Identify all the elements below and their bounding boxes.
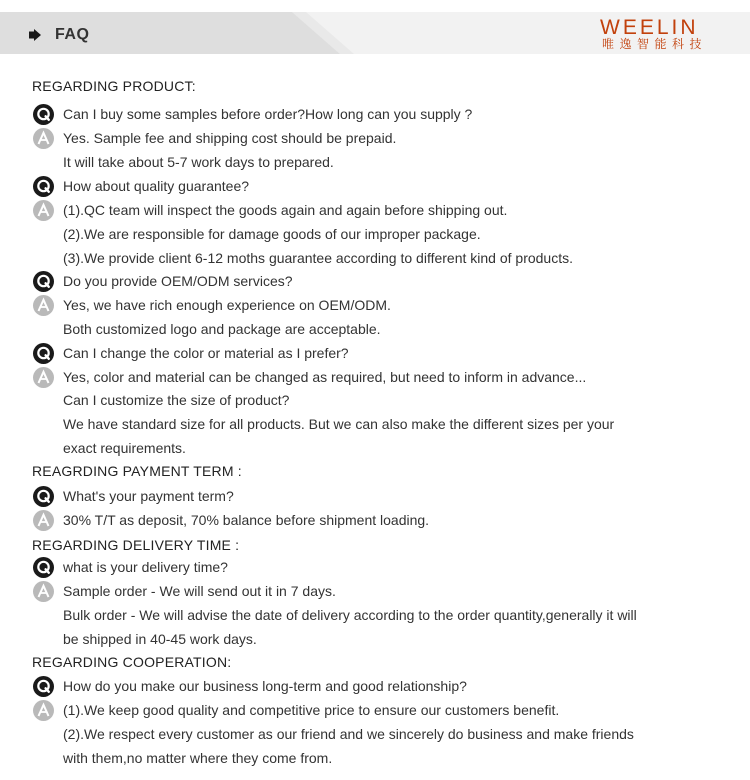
section-title: REAGRDING PAYMENT TERM : [32,463,242,479]
answer-icon [33,295,54,316]
question-text: How about quality guarantee? [63,178,250,194]
answer-text: (1).QC team will inspect the goods again and again before shipping out. [63,202,508,218]
answer-icon [33,367,54,388]
question-icon [33,104,54,125]
answer-icon [33,700,54,721]
question-icon [33,343,54,364]
answer-text: exact requirements. [63,440,186,456]
question-text: How do you make our business long-term and good relationship? [63,678,467,694]
page-header [0,0,750,62]
answer-text: Can I customize the size of product? [63,392,290,408]
answer-text: Bulk order - We will advise the date of delivery according to the order quantity,generally it will [63,607,637,623]
answer-icon [33,581,54,602]
faq-title: FAQ [55,26,90,43]
answer-icon [33,510,54,531]
answer-text: (3).We provide client 6-12 moths guarantee according to different kind of products. [63,250,573,266]
answer-text: Yes, we have rich enough experience on OEM/ODM. [63,297,391,313]
section-title: REGARDING PRODUCT: [32,78,196,94]
answer-text: be shipped in 40-45 work days. [63,631,257,647]
question-text: Do you provide OEM/ODM services? [63,273,293,289]
question-text: Can I change the color or material as I prefer? [63,345,349,361]
question-icon [33,557,54,578]
answer-text: (2).We respect every customer as our friend and we sincerely do business and make friends [63,726,634,742]
answer-text: We have standard size for all products. But we can also make the different sizes per your [63,416,615,432]
answer-text: Both customized logo and package are acceptable. [63,321,381,337]
question-text: Can I buy some samples before order?How long can you supply ? [63,106,473,122]
question-text: what is your delivery time? [63,559,228,575]
answer-text: (1).We keep good quality and competitive price to ensure our customers benefit. [63,702,560,718]
answer-text: (2).We are responsible for damage goods of our improper package. [63,226,481,242]
section-title: REGARDING DELIVERY TIME : [32,537,240,553]
question-icon [33,486,54,507]
question-text: What's your payment term? [63,488,234,504]
answer-text: Yes. Sample fee and shipping cost should be prepaid. [63,130,397,146]
answer-text: Yes, color and material can be changed as required, but need to inform in advance... [63,369,587,385]
logo-wordmark: WEELIN [600,16,699,39]
brand-logo [600,16,734,52]
answer-icon [33,128,54,149]
answer-text: It will take about 5-7 work days to prepared. [63,154,334,170]
answer-text: with them,no matter where they come from. [63,750,333,766]
question-icon [33,176,54,197]
answer-icon [33,200,54,221]
arrow-right-icon [28,28,42,42]
answer-text: 30% T/T as deposit, 70% balance before shipment loading. [63,512,430,528]
header-tab [0,12,340,54]
logo-chinese-name: 唯逸智能科技 [602,37,708,51]
section-title: REGARDING COOPERATION: [32,654,232,670]
question-icon [33,271,54,292]
answer-text: Sample order - We will send out it in 7 days. [63,583,336,599]
question-icon [33,676,54,697]
